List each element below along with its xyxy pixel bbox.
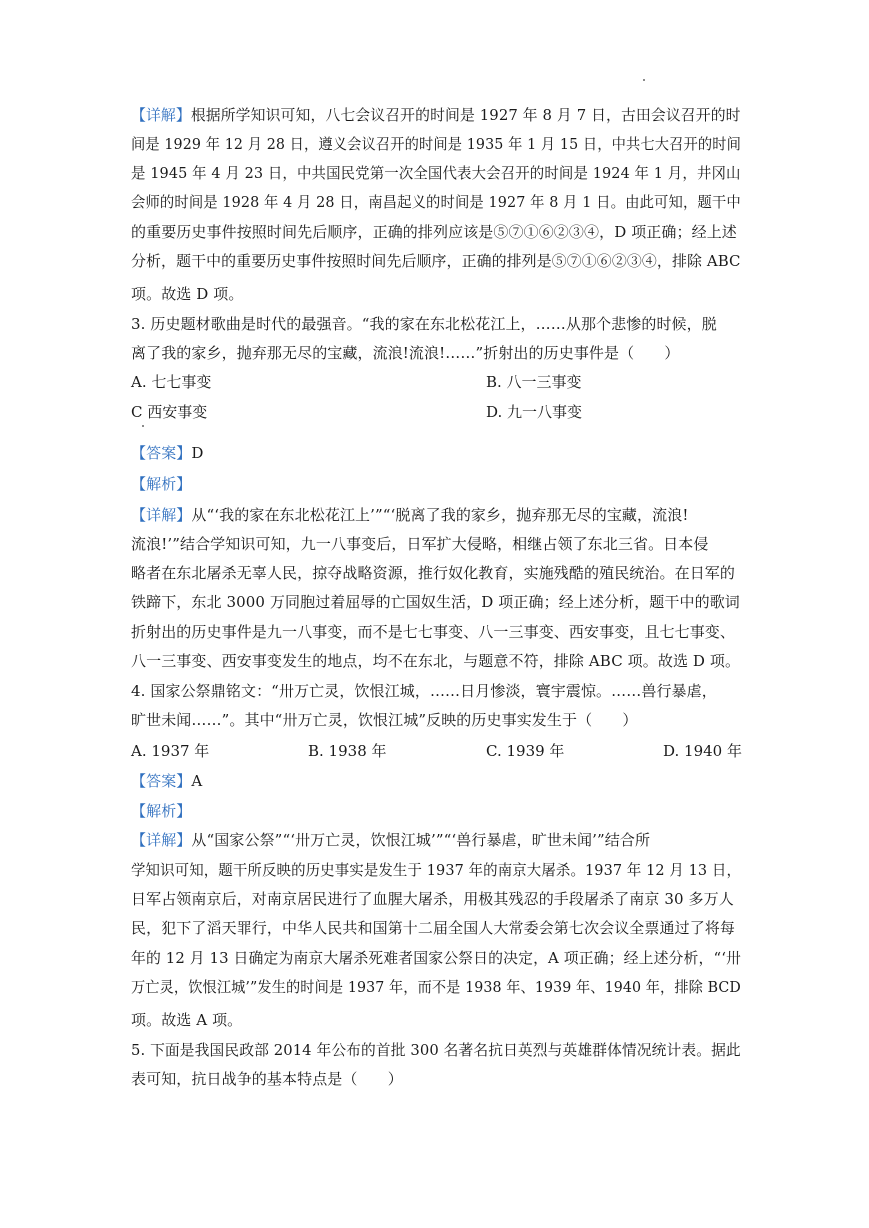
q4-detail-line-5: 年的 12 月 13 日确定为南京大屠杀死难者国家公祭日的决定，A 项正确；经上述分析，“‘卅 — [131, 949, 742, 967]
detail1-line-5: 的重要历史事件按照时间先后顺序，正确的排列应该是⑤⑦①⑥②③④，D 项正确；经上述 — [131, 223, 737, 241]
q4-detail-line-6: 万亡灵，饮恨江城’”发生的时间是 1937 年，而不是 1938 年、1939 年、1940 年，排除 BCD — [131, 978, 741, 996]
detail-tag: 【详解】 — [131, 106, 191, 124]
q4-analysis-heading: 【解析】 — [131, 802, 192, 820]
q3-option-b: B. 八一三事变 — [486, 373, 582, 391]
q3-answer: 【答案】D — [131, 444, 204, 462]
q3-detail-line-3: 略者在东北屠杀无辜人民，掠夺战略资源，推行奴化教育，实施残酷的殖民统治。在日军的 — [131, 564, 736, 582]
q3-stem-line-1: 3. 历史题材歌曲是时代的最强音。“我的家在东北松花江上，……从那个悲惨的时候，脱 — [131, 315, 717, 333]
detail1-line-3: 是 1945 年 4 月 23 日，中共国民党第一次全国代表大会召开的时间是 1924 年 1 月，井冈山 — [131, 164, 741, 182]
q4-option-c: C. 1939 年 — [486, 742, 565, 760]
q4-option-b: B. 1938 年 — [308, 742, 387, 760]
detail1-line-1: 【详解】根据所学知识可知，八七会议召开的时间是 1927 年 8 月 7 日，古田会议召开的时 — [131, 106, 741, 124]
q5-stem-line-1: 5. 下面是我国民政部 2014 年公布的首批 300 名著名抗日英烈与英雄群体情况统计表。据此 — [131, 1041, 741, 1059]
scan-speck — [142, 425, 144, 427]
detail1-line-6: 分析，题干中的重要历史事件按照时间先后顺序，正确的排列是⑤⑦①⑥②③④，排除 ABC — [131, 252, 741, 270]
q3-detail-line-1: 【详解】从“‘我的家在东北松花江上’”“‘脱离了我的家乡，抛弃那无尽的宝藏，流浪! — [131, 506, 689, 524]
q3-detail-line-2: 流浪!’”结合学知识可知，九一八事变后，日军扩大侵略，相继占领了东北三省。日本侵 — [131, 535, 709, 553]
q4-option-d: D. 1940 年 — [663, 742, 742, 760]
q4-detail-line-1: 【详解】从“国家公祭”“‘卅万亡灵，饮恨江城’”“‘兽行暴虐，旷世未闻’”结合所 — [131, 831, 651, 849]
q4-answer: 【答案】A — [131, 772, 203, 790]
q3-option-c: C 西安事变 — [131, 403, 208, 421]
q3-analysis-heading: 【解析】 — [131, 475, 192, 493]
q5-stem-line-2: 表可知，抗日战争的基本特点是（ ） — [131, 1070, 403, 1088]
q4-detail-line-3: 日军占领南京后，对南京居民进行了血腥大屠杀，用极其残忍的手段屠杀了南京 30 多万人 — [131, 890, 734, 908]
q4-stem-line-2: 旷世未闻……”。其中“卅万亡灵，饮恨江城”反映的历史事实发生于（ ） — [131, 711, 638, 729]
q3-detail-line-4: 铁蹄下，东北 3000 万同胞过着屈辱的亡国奴生活，D 项正确；经上述分析，题干中的歌词 — [131, 593, 740, 611]
q3-detail-line-6: 八一三事变、西安事变发生的地点，均不在东北，与题意不符，排除 ABC 项。故选 D 项。 — [131, 652, 741, 670]
q4-stem-line-1: 4. 国家公祭鼎铭文：“卅万亡灵，饮恨江城，……日月惨淡，寰宇震惊。……兽行暴虐， — [131, 682, 717, 700]
detail1-line-7: 项。故选 D 项。 — [131, 285, 244, 303]
detail1-line-2: 间是 1929 年 12 月 28 日，遵义会议召开的时间是 1935 年 1 月 15 日，中共七大召开的时间 — [131, 135, 741, 153]
q3-detail-line-5: 折射出的历史事件是九一八事变，而不是七七事变、八一三事变、西安事变，且七七事变、 — [131, 623, 736, 641]
scan-speck — [643, 79, 645, 81]
q4-detail-line-2: 学知识可知，题干所反映的历史事实是发生于 1937 年的南京大屠杀。1937 年 12 月 13 日， — [131, 861, 742, 879]
q4-detail-line-4: 民，犯下了滔天罪行，中华人民共和国第十二届全国人大常委会第七次会议全票通过了将每 — [131, 919, 736, 937]
q3-option-d: D. 九一八事变 — [486, 403, 583, 421]
detail1-line-4: 会师的时间是 1928 年 4 月 28 日，南昌起义的时间是 1927 年 8 月 1 日。由此可知，题干中 — [131, 193, 741, 211]
q3-stem-line-2: 离了我的家乡，抛弃那无尽的宝藏，流浪!流浪!……”折射出的历史事件是（ ） — [131, 344, 680, 362]
q3-option-a: A. 七七事变 — [131, 373, 212, 391]
q4-option-a: A. 1937 年 — [131, 742, 210, 760]
q4-detail-line-7: 项。故选 A 项。 — [131, 1011, 243, 1029]
